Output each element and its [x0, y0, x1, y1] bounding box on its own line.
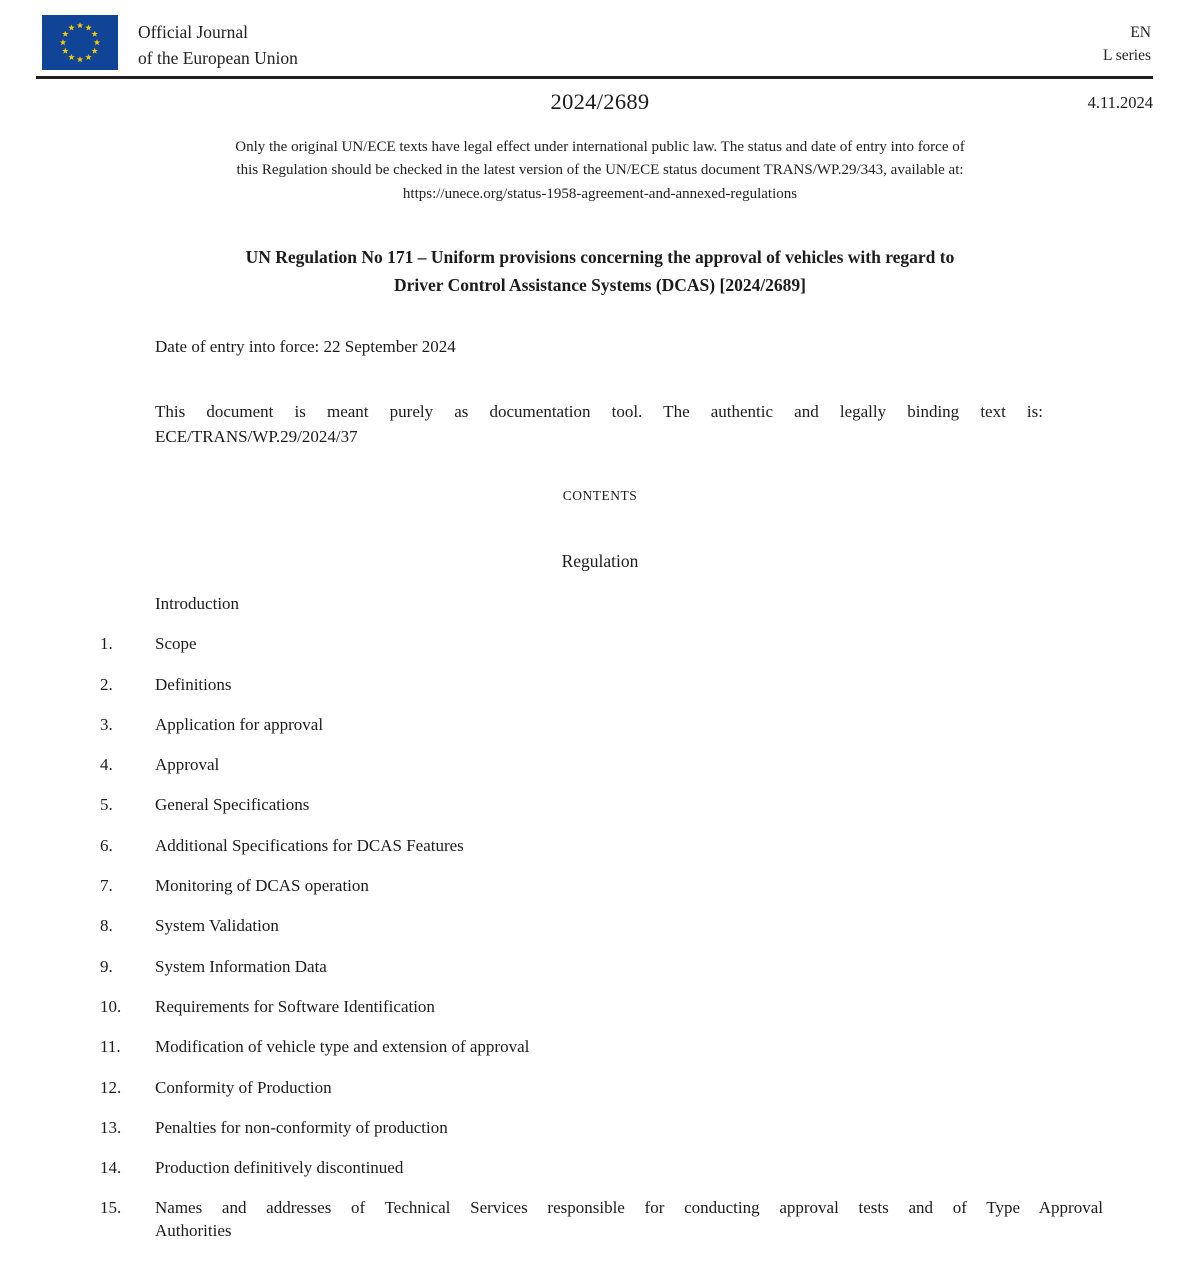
toc-item-14: [100, 1156, 1103, 1179]
toc-item-label: [155, 1196, 1103, 1242]
documentation-note-reference: ECE/TRANS/WP.29/2024/37: [155, 426, 358, 446]
toc-item-15-line1: Names and addresses of Technical Services responsible for conducting approval tests and of Type Approval: [155, 1198, 1103, 1218]
toc-item-11: [100, 1035, 1103, 1058]
toc-item-number: 4.: [100, 755, 113, 775]
legal-notice-line2: this Regulation should be checked in the latest version of the UN/ECE status document TRANS/WP.29/343, available at:: [236, 162, 964, 179]
eu-flag-logo: [42, 15, 118, 70]
toc-item-label: Requirements for Software Identification: [155, 996, 435, 1016]
toc-item-15: [100, 1196, 1103, 1242]
toc-item-label: Approval: [155, 755, 220, 775]
toc-item-label: Penalties for non-conformity of production: [155, 1117, 448, 1137]
toc-item-label: Additional Specifications for DCAS Features: [155, 835, 464, 855]
toc-item-3: [100, 713, 1103, 736]
toc-item-15-line2: Authorities: [155, 1221, 232, 1241]
toc-item-label: Conformity of Production: [155, 1077, 332, 1097]
toc-item-label: Application for approval: [155, 714, 324, 734]
toc-item-12: [100, 1076, 1103, 1099]
contents-heading: CONTENTS: [562, 488, 638, 503]
toc-item-4: [100, 753, 1103, 776]
toc-item-number: 5.: [100, 795, 113, 815]
regulation-section-heading: Regulation: [561, 551, 639, 571]
toc-item-number: 11.: [100, 1037, 121, 1057]
toc-item-8: [100, 914, 1103, 937]
toc-item-label: Monitoring of DCAS operation: [155, 876, 369, 896]
toc-item-introduction: [100, 592, 1103, 615]
toc-item-5: [100, 793, 1103, 816]
regulation-title-line2: Driver Control Assistance Systems (DCAS) [2024/2689]: [393, 274, 807, 295]
entry-into-force: Date of entry into force: 22 September 2024: [155, 337, 456, 356]
toc-item-7: [100, 874, 1103, 897]
toc-item-9: [100, 955, 1103, 978]
toc-item-label: System Information Data: [155, 956, 327, 976]
legal-notice-url: https://unece.org/status-1958-agreement-and-annexed-regulations: [402, 185, 798, 202]
toc-item-label: Modification of vehicle type and extension of approval: [155, 1037, 530, 1057]
toc-item-number: 12.: [100, 1077, 122, 1097]
toc-item-label: Introduction: [155, 594, 240, 613]
oj-document-number: 2024/2689: [550, 89, 650, 114]
masthead-divider: [36, 76, 1153, 79]
regulation-title: [0, 244, 1200, 299]
journal-title-line1: Official Journal: [138, 22, 248, 42]
documentation-note-line1: This document is meant purely as documentation tool. The authentic and legally binding text is:: [155, 402, 1043, 421]
table-of-contents: [100, 592, 1103, 1260]
toc-item-label: System Validation: [155, 916, 279, 936]
masthead-right: [1103, 22, 1151, 67]
toc-item-number: 10.: [100, 996, 122, 1016]
toc-item-label: Definitions: [155, 674, 232, 694]
toc-item-number: 13.: [100, 1117, 122, 1137]
documentation-note: [155, 400, 1043, 449]
toc-item-number: 8.: [100, 916, 113, 936]
issue-date: 4.11.2024: [1087, 93, 1153, 112]
toc-item-label: General Specifications: [155, 795, 310, 815]
toc-item-label: Production definitively discontinued: [155, 1158, 404, 1178]
toc-item-number: 2.: [100, 674, 113, 694]
toc-item-number: 9.: [100, 956, 113, 976]
toc-item-number: 14.: [100, 1158, 122, 1178]
series-label: L series: [1102, 46, 1151, 64]
language-code: EN: [1130, 24, 1151, 41]
regulation-title-line1: UN Regulation No 171 – Uniform provisions concerning the approval of vehicles with regard to: [245, 247, 955, 267]
toc-item-13: [100, 1116, 1103, 1139]
toc-item-number: 3.: [100, 714, 113, 734]
toc-item-1: [100, 632, 1103, 655]
toc-item-label: Scope: [155, 634, 197, 654]
toc-item-6: [100, 834, 1103, 857]
toc-item-number: 15.: [100, 1198, 122, 1218]
legal-notice-line1: Only the original UN/ECE texts have legal effect under international public law. The status and date of entry into force of: [235, 139, 965, 155]
toc-item-10: [100, 995, 1103, 1018]
journal-title-line2: of the European Union: [138, 47, 298, 68]
toc-item-number: 1.: [100, 634, 113, 654]
toc-item-2: [100, 673, 1103, 696]
toc-item-number: 6.: [100, 835, 113, 855]
toc-item-number: 7.: [100, 876, 113, 896]
legal-notice: [0, 136, 1200, 206]
journal-title: [138, 20, 298, 71]
